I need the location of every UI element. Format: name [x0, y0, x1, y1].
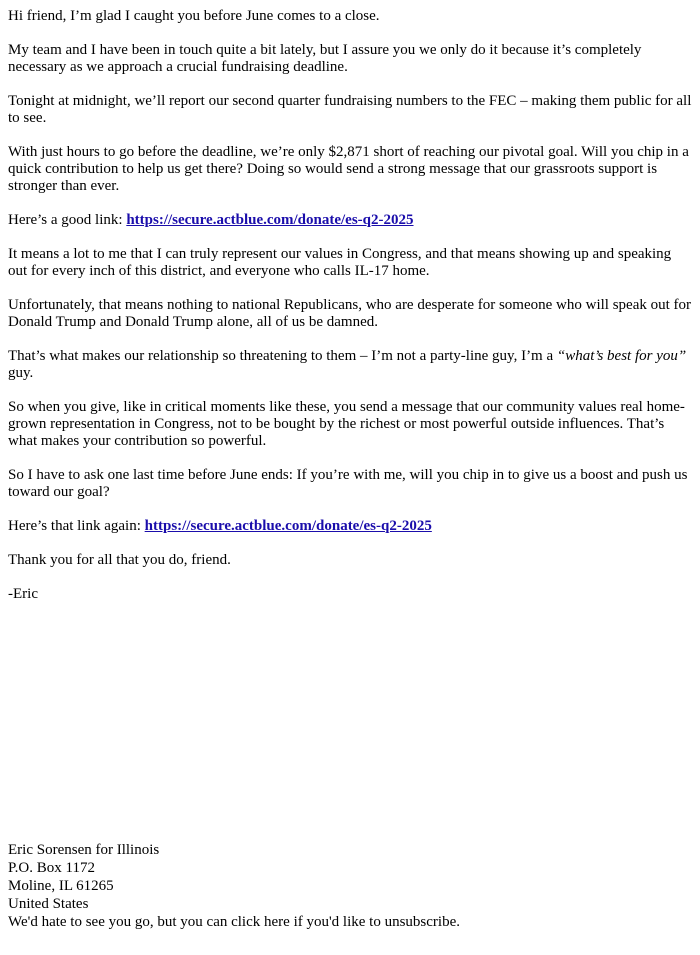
footer-city: Moline, IL 61265	[8, 878, 114, 894]
relationship-suffix: guy.	[8, 365, 34, 381]
paragraph-give: So when you give, like in critical moments like these, you send a message that our community values real home-grown representation in Congress, not to be bought by the richest or most powerful outside influences. That’s what makes your contribution so powerful.	[8, 399, 685, 449]
signoff: -Eric	[8, 586, 38, 602]
unsubscribe-text[interactable]: We'd hate to see you go, but you can click here if you'd like to unsubscribe.	[8, 914, 460, 930]
footer-org: Eric Sorensen for Illinois	[8, 842, 160, 858]
email-body	[8, 8, 692, 620]
footer-country: United States	[8, 896, 89, 912]
link-line-1	[8, 212, 692, 229]
greeting: Hi friend, I’m glad I caught you before June comes to a close.	[8, 8, 380, 24]
relationship-text: That’s what makes our relationship so threatening to them – I’m not a party-line guy, I’m a	[8, 348, 557, 364]
thanks-line: Thank you for all that you do, friend.	[8, 552, 231, 568]
link-line-2	[8, 518, 692, 535]
footer-po-box: P.O. Box 1172	[8, 860, 95, 876]
paragraph-deadline: Tonight at midnight, we’ll report our second quarter fundraising numbers to the FEC – making them public for all to see.	[8, 93, 692, 126]
paragraph-relationship	[8, 348, 692, 382]
link-prefix: Here’s that link again:	[8, 518, 145, 534]
donate-link-again[interactable]: https://secure.actblue.com/donate/es-q2-2025	[144, 518, 432, 534]
footer	[8, 841, 692, 931]
paragraph-team: My team and I have been in touch quite a bit lately, but I assure you we only do it because it’s completely necessary as we approach a crucial fundraising deadline.	[8, 42, 642, 75]
link-prefix: Here’s a good link:	[8, 212, 127, 228]
donate-link[interactable]: https://secure.actblue.com/donate/es-q2-2025	[126, 212, 414, 228]
paragraph-republicans: Unfortunately, that means nothing to national Republicans, who are desperate for someone who will speak out for Donald Trump and Donald Trump alone, all of us be damned.	[8, 297, 692, 330]
italic-phrase: “what’s best for you”	[556, 348, 687, 364]
paragraph-goal: With just hours to go before the deadline, we’re only $2,871 short of reaching our pivotal goal. Will you chip in a quick contribution to help us get there? Doing so would send a strong message that our grassroots support is stronger than ever.	[8, 144, 689, 194]
paragraph-ask: So I have to ask one last time before June ends: If you’re with me, will you chip in to give us a boost and push us toward our goal?	[8, 467, 688, 500]
paragraph-represent: It means a lot to me that I can truly represent our values in Congress, and that means showing up and speaking out for every inch of this district, and everyone who calls IL-17 home.	[8, 246, 672, 279]
